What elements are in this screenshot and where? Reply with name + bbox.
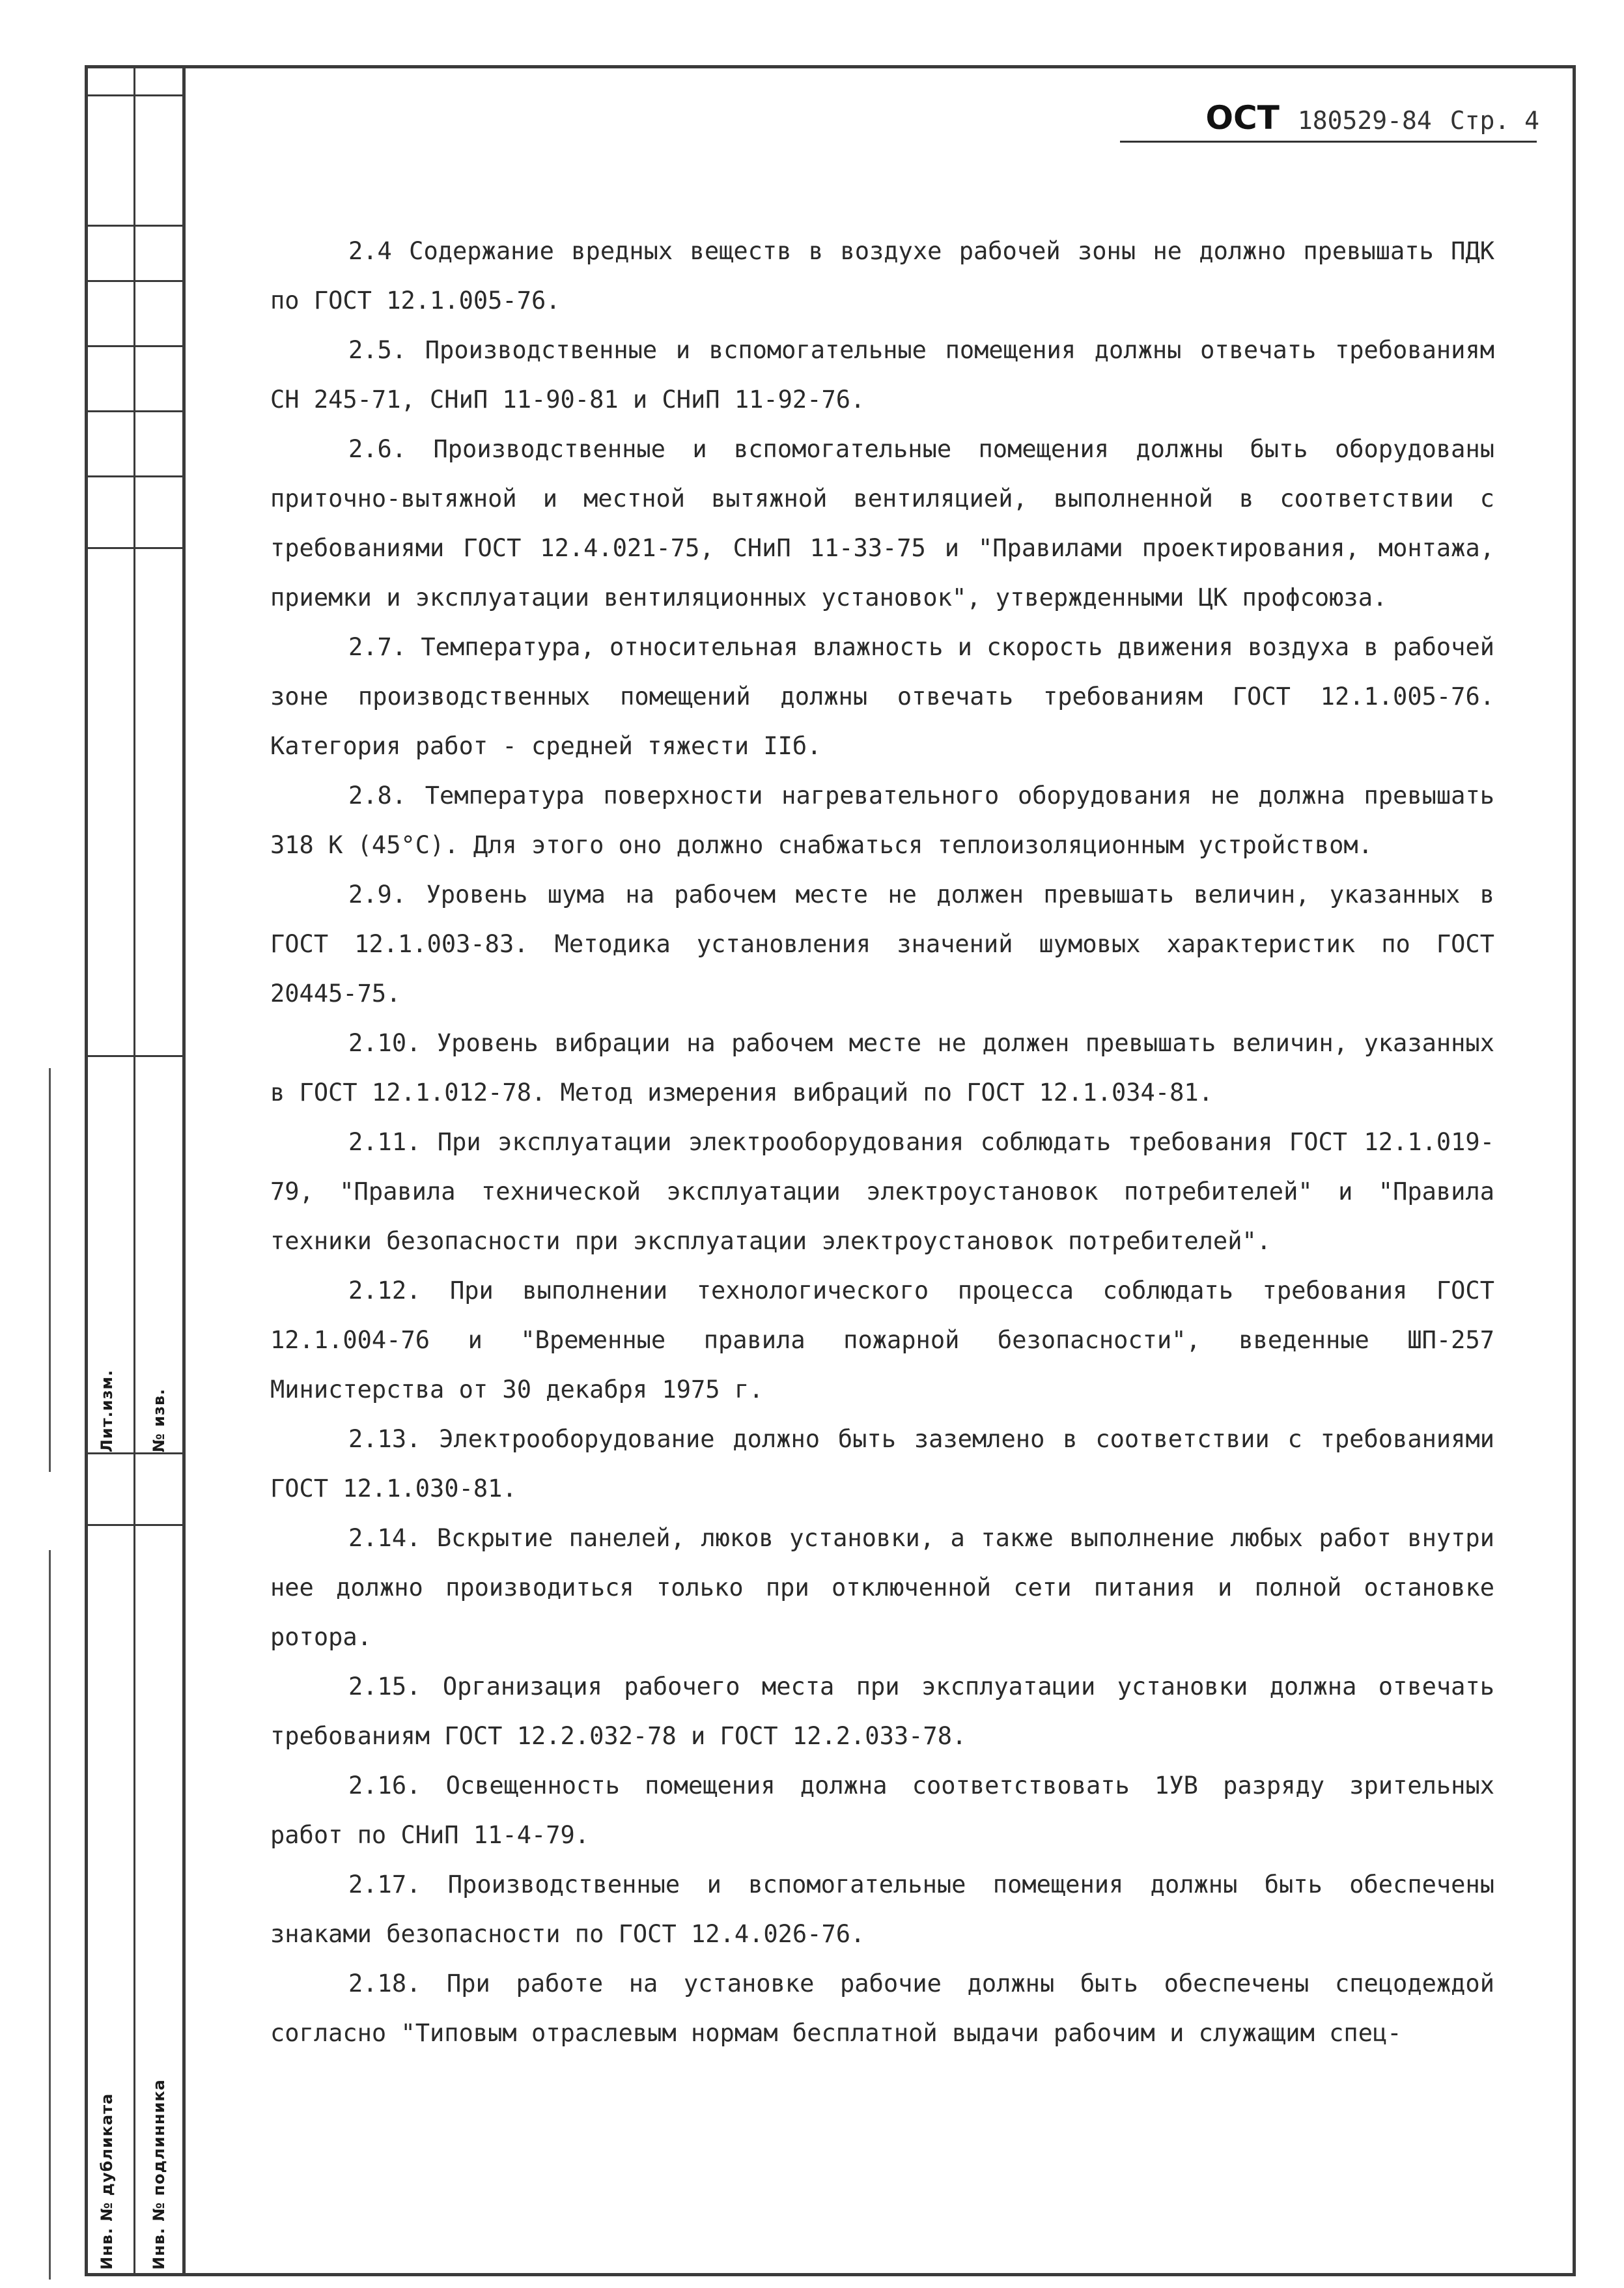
paragraph-2-10: 2.10. Уровень вибрации на рабочем месте не должен превышать величин, указанных в ГОСТ 12.1.012-78. Метод измерения вибраций по ГОСТ 12.1.034-81. [270,1029,1494,1107]
paragraph-2-15: 2.15. Организация рабочего места при эксплуатации установки должна отвечать требованиям ГОСТ 12.2.032-78 и ГОСТ 12.2.033-78. [270,1673,1494,1750]
side-rule [85,2273,182,2275]
side-rule [85,225,182,227]
side-rule [85,280,182,282]
paragraph-2-7: 2.7. Температура, относительная влажность и скорость движения воздуха в рабочей зоне производственных помещений должны отвечать требованиям ГОСТ 12.1.005-76. Категория работ - средней тяжести IIб. [270,633,1494,760]
standard-code: ОСТ [1205,99,1280,137]
side-divider [133,65,135,2276]
paragraph-2-8: 2.8. Температура поверхности нагревательного оборудования не должна превышать 318 К (45°С). Для этого оно должно снабжаться теплоизоляционным устройством. [270,782,1494,859]
standard-number: 180529-84 [1297,106,1432,135]
side-stamp-column [85,65,182,2276]
paragraph-2-14: 2.14. Вскрытие панелей, люков установки, а также выполнение любых работ внутри нее должно производиться только при отключенной сети питания и полной остановке ротора. [270,1524,1494,1651]
side-rule [85,1524,182,1526]
paragraph-2-17: 2.17. Производственные и вспомогательные помещения должны быть обеспечены знаками безопасности по ГОСТ 12.4.026-76. [270,1871,1494,1948]
paragraph-2-9: 2.9. Уровень шума на рабочем месте не должен превышать величин, указанных в ГОСТ 12.1.003-83. Методика установления значений шумовых характеристик по ГОСТ 20445-75. [270,881,1494,1008]
side-rule [85,1452,182,1454]
paragraph-2-12: 2.12. При выполнении технологического процесса соблюдать требования ГОСТ 12.1.004-76 и "Временные правила пожарной безопасности", введенные ШП-257 Министерства от 30 декабря 1975 г. [270,1277,1494,1404]
paragraph-2-5: 2.5. Производственные и вспомогательные помещения должны отвечать требованиям СН 245-71, СНиП 11-90-81 и СНиП 11-92-76. [270,336,1494,414]
document-body [270,227,1494,2058]
stamp-no-izv: № изв. [150,1388,168,1452]
header-underline [1120,141,1537,143]
side-rule [85,475,182,477]
paragraph-2-6: 2.6. Производственные и вспомогательные помещения должны быть оборудованы приточно-вытяжной и местной вытяжной вентиляцией, выполненной в соответствии с требованиями ГОСТ 12.4.021-75, СНиП 11-33-75 и "Правилами проектирования, монтажа, приемки и эксплуатации вентиляционных установок", утвержденными ЦК профсоюза. [270,435,1494,612]
document-header [1206,99,1540,137]
page-number: Стр. 4 [1449,106,1539,135]
side-rule [85,1055,182,1057]
stamp-lit-izm: Лит.изм. [98,1369,116,1452]
stamp-inv-podl: Инв. № подлинника [150,2079,168,2270]
side-rule [85,410,182,412]
margin-mark-lower [49,1550,51,2280]
side-rule [85,547,182,549]
side-rule [85,94,182,96]
side-rule [85,345,182,347]
paragraph-2-18: 2.18. При работе на установке рабочие должны быть обеспечены спецодеждой согласно "Типовым отраслевым нормам бесплатной выдачи рабочим и служащим спец- [270,1970,1494,2047]
paragraph-2-13: 2.13. Электрооборудование должно быть заземлено в соответствии с требованиями ГОСТ 12.1.030-81. [270,1425,1494,1503]
stamp-inv-dubl: Инв. № дубликата [98,2093,116,2270]
paragraph-2-11: 2.11. При эксплуатации электрооборудования соблюдать требования ГОСТ 12.1.019-79, "Правила технической эксплуатации электроустановок потребителей" и "Правила техники безопасности при эксплуатации электроустановок потребителей". [270,1128,1494,1255]
paragraph-2-4: 2.4 Содержание вредных веществ в воздухе рабочей зоны не должно превышать ПДК по ГОСТ 12.1.005-76. [270,237,1494,315]
margin-mark-upper [49,1068,51,1472]
paragraph-2-16: 2.16. Освещенность помещения должна соответствовать 1УВ разряду зрительных работ по СНиП 11-4-79. [270,1772,1494,1849]
